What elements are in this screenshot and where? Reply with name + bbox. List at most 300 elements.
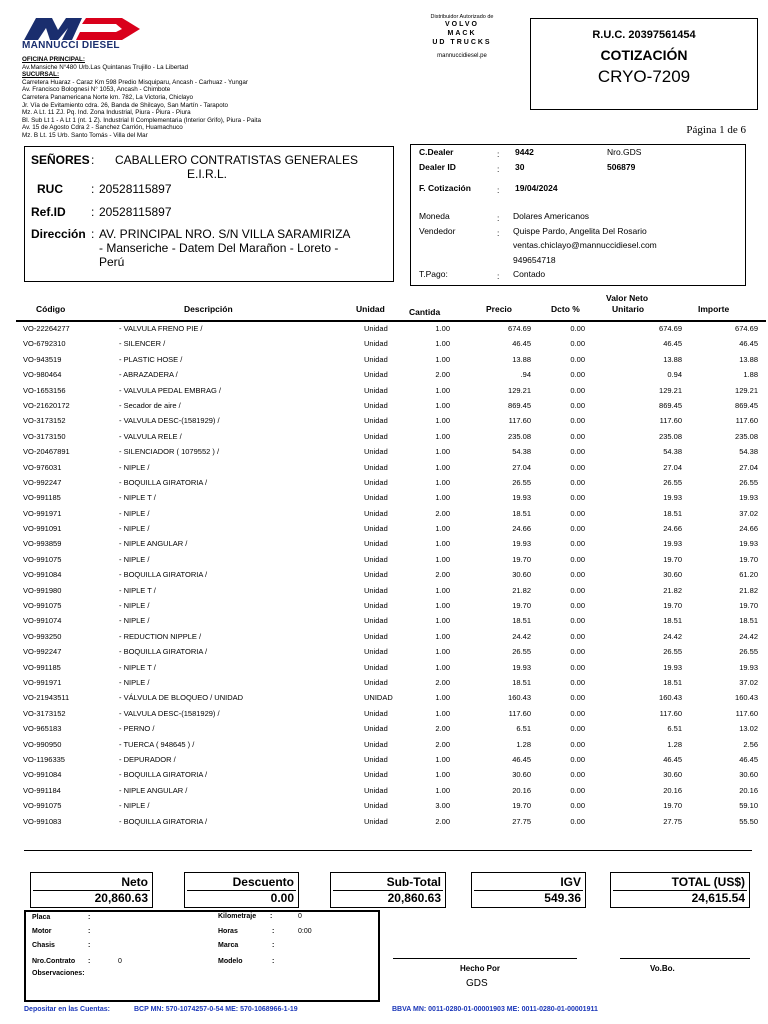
cell-valor-neto: 18.51 [663,508,682,518]
website: mannuccidiesel.pe [437,53,487,59]
cell-unidad: Unidad [364,616,388,626]
table-row [16,815,766,830]
cell-unidad: Unidad [364,524,388,534]
sucursal-line: Mz. A Lt. 11 ZJ. Pq. Ind. Zona Industrial, Piura - Piura - Piura [22,109,191,117]
cell-unidad: Unidad [364,354,388,364]
cell-importe: 20.16 [739,785,758,795]
cell-valor-neto: 46.45 [663,339,682,349]
cell-importe: 129.21 [735,385,758,395]
cell-valor-neto: 235.08 [659,431,682,441]
table-row [16,738,766,753]
table-row [16,399,766,414]
cell-precio: 18.51 [512,677,531,687]
table-row [16,491,766,506]
cell-descripcion: - NIPLE / [119,616,150,626]
cell-valor-neto: 117.60 [659,708,682,718]
cdealer-value: 9442 [515,147,534,157]
table-row [16,784,766,799]
cell-codigo: VO-1196335 [23,754,65,764]
kilometraje-value: 0 [298,913,302,920]
cell-descripcion: - VALVULA FRENO PIE / [119,324,203,333]
horas-value: 0:00 [298,928,312,935]
principal-address: Av.Mansiche N°480 Urb.Las Quintanas Trujillo - La Libertad [22,63,189,71]
cell-valor-neto: 129.21 [659,385,682,395]
cell-cantida: 2.00 [435,677,450,687]
col-descripcion: Descripción [184,304,233,314]
cell-descripcion: - VALVULA PEDAL EMBRAG / [119,385,221,395]
table-row [16,614,766,629]
cell-codigo: VO-991084 [23,770,62,780]
signature-line-hecho [393,958,577,959]
cell-precio: 129.21 [508,385,531,395]
cell-dcto: 0.00 [570,416,585,426]
cell-dcto: 0.00 [570,339,585,349]
cell-cantida: 1.00 [435,785,450,795]
cell-cantida: 1.00 [435,524,450,534]
cell-precio: 160.43 [508,693,531,703]
cell-valor-neto: 26.55 [663,477,682,487]
cell-descripcion: - ABRAZADERA / [119,370,178,380]
cell-valor-neto: 21.82 [663,585,682,595]
table-row [16,722,766,737]
cell-importe: 54.38 [739,447,758,457]
dealerid-value: 30 [515,162,525,172]
cell-unidad: Unidad [364,477,388,487]
cell-cantida: 1.00 [435,400,450,410]
cell-descripcion: - DEPURADOR / [119,754,176,764]
cell-precio: 30.60 [512,570,531,580]
hecho-por-value: GDS [466,978,488,989]
cell-unidad: Unidad [364,739,388,749]
cell-dcto: 0.00 [570,508,585,518]
cell-descripcion: - PERNO / [119,724,155,734]
cell-cantida: 2.00 [435,724,450,734]
cell-importe: 19.93 [739,493,758,503]
cell-codigo: VO-3173152 [23,416,66,426]
cell-codigo: VO-991075 [23,601,62,611]
cell-codigo: VO-22264277 [23,324,70,333]
cell-codigo: VO-991980 [23,585,62,595]
cell-dcto: 0.00 [570,324,585,333]
cell-precio: 19.93 [512,662,531,672]
cell-valor-neto: 46.45 [663,754,682,764]
cell-descripcion: - NIPLE T / [119,493,156,503]
table-row [16,353,766,368]
cell-cantida: 1.00 [435,554,450,564]
nrocontrato-label: Nro.Contrato [32,958,76,965]
table-row [16,568,766,583]
cell-codigo: VO-991971 [23,677,62,687]
cell-precio: .94 [520,370,531,380]
cell-cantida: 1.00 [435,416,450,426]
cell-unidad: Unidad [364,631,388,641]
cell-dcto: 0.00 [570,539,585,549]
cell-unidad: Unidad [364,508,388,518]
cell-precio: 19.70 [512,601,531,611]
cell-precio: 21.82 [512,585,531,595]
table-row [16,691,766,706]
cell-dcto: 0.00 [570,570,585,580]
client-address-3: Perú [99,255,125,269]
cell-cantida: 1.00 [435,385,450,395]
cell-descripcion: - BOQUILLA GIRATORIA / [119,477,208,487]
cell-descripcion: - NIPLE ANGULAR / [119,785,188,795]
cell-unidad: Unidad [364,431,388,441]
cell-descripcion: - BOQUILLA GIRATORIA / [119,570,208,580]
cell-unidad: Unidad [364,647,388,657]
total-box [610,872,750,908]
cell-valor-neto: 19.93 [663,662,682,672]
cell-codigo: VO-991091 [23,524,62,534]
cell-unidad: Unidad [364,339,388,349]
cell-dcto: 0.00 [570,785,585,795]
dealerid-label: Dealer ID [419,162,456,172]
document-type: COTIZACIÓN [600,47,688,63]
cell-descripcion: - BOQUILLA GIRATORIA / [119,770,208,780]
brand-partners [412,14,512,59]
cell-valor-neto: 18.51 [663,677,682,687]
cell-valor-neto: 19.70 [663,554,682,564]
cell-descripcion: - NIPLE / [119,508,150,518]
cell-importe: 2.56 [743,739,758,749]
cell-dcto: 0.00 [570,631,585,641]
cell-valor-neto: 20.16 [663,785,682,795]
cell-importe: 37.02 [739,677,758,687]
igv-value: 549.36 [544,891,581,905]
cell-importe: 24.66 [739,524,758,534]
sucursal-line: Mz. B Lt. 15 Urb. Santo Tomás - Villa del Mar [22,131,148,139]
cell-dcto: 0.00 [570,493,585,503]
cell-cantida: 1.00 [435,631,450,641]
client-ruc: 20528115897 [99,182,172,196]
col-cantida: Cantida [409,307,441,317]
cell-valor-neto: 117.60 [659,416,682,426]
client-name-2: E.I.R.L. [187,167,228,181]
cell-unidad: Unidad [364,447,388,457]
cell-codigo: VO-21620172 [23,400,70,410]
fcot-label: F. Cotización [419,183,471,193]
cell-precio: 27.75 [512,816,531,826]
cell-cantida: 1.00 [435,770,450,780]
senores-label: SEÑORES [31,153,90,167]
cell-unidad: Unidad [364,554,388,564]
cell-cantida: 2.00 [435,370,450,380]
cell-dcto: 0.00 [570,647,585,657]
descuento-box [184,872,299,908]
subtotal-value: 20,860.63 [387,891,441,905]
cell-unidad: Unidad [364,324,388,333]
cell-descripcion: - NIPLE / [119,801,150,811]
cell-descripcion: - NIPLE / [119,601,150,611]
cell-importe: 30.60 [739,770,758,780]
cell-dcto: 0.00 [570,477,585,487]
cell-unidad: Unidad [364,816,388,826]
col-importe: Importe [698,304,730,314]
cell-precio: 19.93 [512,539,531,549]
cell-importe: 46.45 [739,754,758,764]
cell-precio: 19.70 [512,554,531,564]
cell-dcto: 0.00 [570,662,585,672]
cdealer-label: C.Dealer [419,147,454,157]
cell-valor-neto: 19.70 [663,601,682,611]
total-value: 24,615.54 [691,891,745,905]
cell-dcto: 0.00 [570,770,585,780]
cell-valor-neto: 24.66 [663,524,682,534]
table-row [16,553,766,568]
cell-descripcion: - SILENCER / [119,339,166,349]
cell-codigo: VO-993250 [23,631,62,641]
cell-importe: 19.93 [739,662,758,672]
table-row [16,584,766,599]
volvo-logo: VOLVO [445,21,479,28]
cell-precio: 19.70 [512,801,531,811]
cell-descripcion: - REDUCTION NIPPLE / [119,631,202,641]
table-row [16,676,766,691]
cell-precio: 54.38 [512,447,531,457]
table-row [16,599,766,614]
table-row [16,414,766,429]
cell-codigo: VO-20467891 [23,447,70,457]
cell-cantida: 2.00 [435,739,450,749]
sucursal-line: Av. Francisco Bolognesi N° 1053, Ancash - Chimbote [22,86,171,94]
cell-cantida: 2.00 [435,570,450,580]
cell-descripcion: - NIPLE / [119,524,150,534]
vendedor-phone: 949654718 [513,255,556,265]
cell-precio: 26.55 [512,477,531,487]
subtotal-label: Sub-Total [386,875,441,889]
cell-cantida: 1.00 [435,693,450,703]
cell-valor-neto: 30.60 [663,770,682,780]
cell-descripcion: - VÁLVULA DE BLOQUEO / UNIDAD [119,693,244,703]
cell-unidad: Unidad [364,724,388,734]
cell-importe: 55.50 [739,816,758,826]
cell-importe: 13.02 [739,724,758,734]
cell-valor-neto: 1.28 [667,739,682,749]
cell-valor-neto: 30.60 [663,570,682,580]
cell-unidad: Unidad [364,416,388,426]
cell-unidad: Unidad [364,585,388,595]
cell-cantida: 1.00 [435,616,450,626]
hecho-por-label: Hecho Por [460,964,501,973]
cell-codigo: VO-976031 [23,462,62,472]
cell-dcto: 0.00 [570,585,585,595]
cell-cantida: 1.00 [435,539,450,549]
cell-unidad: Unidad [364,370,388,380]
nrogds-label: Nro.GDS [607,147,642,157]
chasis-label: Chasis [32,942,55,949]
cell-dcto: 0.00 [570,447,585,457]
cell-codigo: VO-3173152 [23,708,66,718]
cell-importe: 117.60 [735,708,758,718]
moneda-value: Dolares Americanos [513,211,590,221]
cell-descripcion: - BOQUILLA GIRATORIA / [119,647,208,657]
cell-descripcion: - TUERCA ( 948645 ) / [119,739,195,749]
sucursal-line: Av. 15 de Agosto Cdra 2 - Sanchez Carrión, Huamachuco [22,124,183,132]
cell-codigo: VO-3173150 [23,431,66,441]
sucursal-line: Carretera Panamericana Norte km. 782, La Victoria, Chiclayo [22,93,194,101]
cell-precio: 30.60 [512,770,531,780]
client-address-1: AV. PRINCIPAL NRO. S/N VILLA SARAMIRIZA [99,227,351,241]
table-row [16,507,766,522]
cell-codigo: VO-943519 [23,354,62,364]
cell-unidad: Unidad [364,770,388,780]
table-row [16,430,766,445]
cell-codigo: VO-6792310 [23,339,66,349]
cell-dcto: 0.00 [570,462,585,472]
cell-importe: 26.55 [739,647,758,657]
cell-precio: 18.51 [512,616,531,626]
cell-precio: 20.16 [512,785,531,795]
ud-trucks-logo: UD TRUCKS [432,39,492,46]
cell-valor-neto: 869.45 [659,400,682,410]
table-row [16,753,766,768]
cell-cantida: 1.00 [435,477,450,487]
cell-codigo: VO-991084 [23,570,62,580]
table-row [16,630,766,645]
col-valor-neto: Valor Neto [606,293,649,303]
cell-descripcion: - NIPLE / [119,462,150,472]
modelo-label: Modelo [218,958,243,965]
dealer-box: C.Dealer : 9442 Nro.GDS Dealer ID : 30 506879 F. Cotización : 19/04/2024 Moneda : Dolares Americanos Vendedor : Quispe Pardo, Angelita Del Rosario ventas.chiclayo@mannuccidiesel.com 949654718 T.Pago: : Contado [410,144,746,286]
cell-importe: 19.70 [739,601,758,611]
cell-codigo: VO-991075 [23,554,62,564]
cell-dcto: 0.00 [570,370,585,380]
cell-valor-neto: 19.93 [663,493,682,503]
cell-dcto: 0.00 [570,554,585,564]
cell-codigo: VO-991971 [23,508,62,518]
cell-importe: 59.10 [739,801,758,811]
cell-cantida: 1.00 [435,462,450,472]
cell-dcto: 0.00 [570,400,585,410]
col-unidad: Unidad [356,304,385,314]
cell-importe: 26.55 [739,477,758,487]
distributor-label: Distribuidor Autorizado de [430,14,494,20]
sucursal-line: Jr. Vía de Evitamiento cdra. 26, Banda de Shilcayo, San Martín - Tarapoto [22,101,229,109]
descuento-label: Descuento [232,875,294,889]
cell-importe: 19.93 [739,539,758,549]
cell-dcto: 0.00 [570,616,585,626]
cell-unidad: UNIDAD [364,693,393,703]
cell-cantida: 1.00 [435,585,450,595]
cell-codigo: VO-992247 [23,477,62,487]
cell-importe: 18.51 [739,616,758,626]
table-row [16,537,766,552]
cell-precio: 24.66 [512,524,531,534]
brand-name: MANNUCCI DIESEL [22,40,120,51]
cell-importe: 37.02 [739,508,758,518]
cell-unidad: Unidad [364,493,388,503]
items-table [16,322,766,830]
cell-dcto: 0.00 [570,524,585,534]
cell-precio: 18.51 [512,508,531,518]
cell-cantida: 1.00 [435,324,450,333]
neto-value: 20,860.63 [94,891,148,905]
cell-valor-neto: 160.43 [659,693,682,703]
cell-dcto: 0.00 [570,693,585,703]
cell-dcto: 0.00 [570,431,585,441]
cell-precio: 1.28 [516,739,531,749]
cell-cantida: 1.00 [435,647,450,657]
cell-descripcion: - SILENCIADOR ( 1079552 ) / [119,447,220,457]
cell-descripcion: - Secador de aire / [119,400,181,410]
cell-cantida: 1.00 [435,339,450,349]
moneda-label: Moneda [419,211,450,221]
cell-precio: 27.04 [512,462,531,472]
cell-unidad: Unidad [364,677,388,687]
col-precio: Precio [486,304,512,314]
cell-descripcion: - NIPLE / [119,554,150,564]
cell-cantida: 1.00 [435,754,450,764]
bank-label: Depositar en las Cuentas: [24,1006,110,1013]
cell-valor-neto: 27.04 [663,462,682,472]
ruc-box [530,18,758,110]
cell-precio: 26.55 [512,647,531,657]
cell-codigo: VO-991075 [23,801,62,811]
cell-descripcion: - NIPLE T / [119,585,156,595]
cell-codigo: VO-991185 [23,662,61,672]
cell-precio: 235.08 [508,431,531,441]
table-row [16,445,766,460]
nrocontrato-value: 0 [118,958,122,965]
col-dcto: Dcto % [551,304,580,314]
cell-dcto: 0.00 [570,724,585,734]
cell-valor-neto: 19.70 [663,801,682,811]
direccion-label: Dirección [31,227,86,241]
client-box: SEÑORES : CABALLERO CONTRATISTAS GENERALES E.I.R.L. RUC : 20528115897 Ref.ID : 20528115897 Dirección : AV. PRINCIPAL NRO. S/N VILLA SARAMIRIZA - Manseriche - Datem Del Marañon - Loreto - Perú [24,146,394,282]
cell-precio: 117.60 [508,708,531,718]
cell-dcto: 0.00 [570,385,585,395]
neto-label: Neto [121,875,148,889]
table-row [16,661,766,676]
subtotal-box [330,872,446,908]
bank-bcp: BCP MN: 570-1074257-0-54 ME: 570-1068966-1-19 [134,1006,298,1013]
cell-cantida: 1.00 [435,447,450,457]
table-row [16,384,766,399]
cell-importe: 24.42 [739,631,758,641]
cell-precio: 869.45 [508,400,531,410]
cell-importe: 13.88 [739,354,758,364]
cell-precio: 46.45 [512,339,531,349]
client-refid: 20528115897 [99,205,172,219]
client-address-2: - Manseriche - Datem Del Marañon - Loreto - [99,241,339,255]
cell-cantida: 1.00 [435,431,450,441]
client-name: CABALLERO CONTRATISTAS GENERALES [115,153,358,167]
cell-descripcion: - VALVULA RELE / [119,431,182,441]
cell-valor-neto: 27.75 [663,816,682,826]
nrogds-value: 506879 [607,162,636,172]
cell-importe: 27.04 [739,462,758,472]
cell-cantida: 1.00 [435,493,450,503]
cell-unidad: Unidad [364,662,388,672]
cell-valor-neto: 13.88 [663,354,682,364]
cell-cantida: 2.00 [435,508,450,518]
cell-valor-neto: 54.38 [663,447,682,457]
cell-descripcion: - BOQUILLA GIRATORIA / [119,816,208,826]
cell-cantida: 1.00 [435,354,450,364]
marca-label: Marca [218,942,239,949]
cell-codigo: VO-1653156 [23,385,66,395]
cell-descripcion: - PLASTIC HOSE / [119,354,183,364]
table-row [16,461,766,476]
refid-label: Ref.ID [31,205,66,219]
divider [24,850,752,851]
table-row [16,799,766,814]
cell-dcto: 0.00 [570,739,585,749]
cell-cantida: 2.00 [435,816,450,826]
cell-unidad: Unidad [364,570,388,580]
table-row [16,368,766,383]
cell-valor-neto: 674.69 [659,324,682,333]
